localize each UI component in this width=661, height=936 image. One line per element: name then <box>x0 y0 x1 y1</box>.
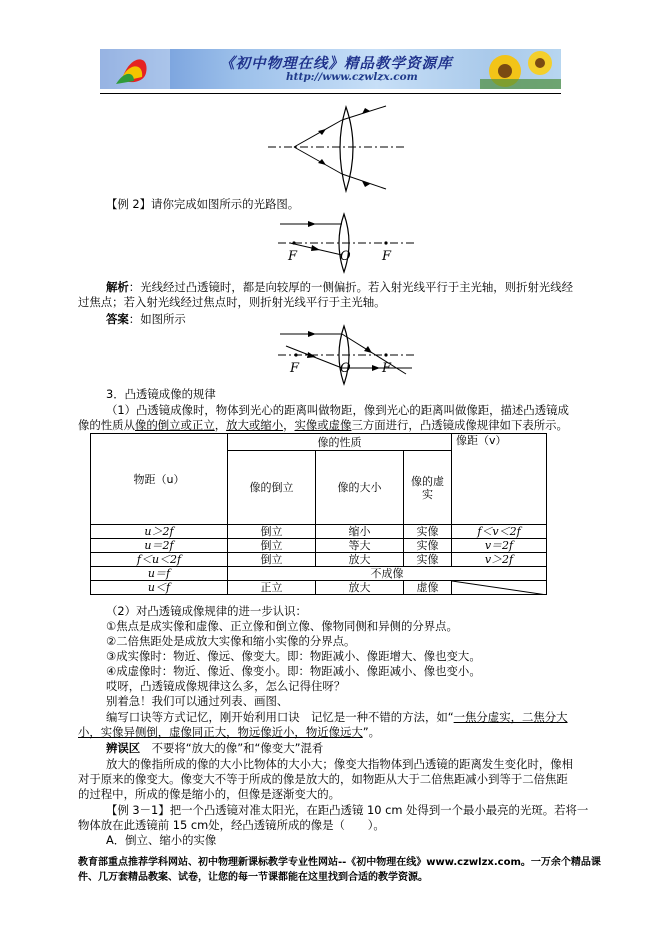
header-image-distance: 像距（v） <box>452 434 547 525</box>
mnemonic-line-1: 编写口诀等方式记忆，刚开始利用口诀 记忆是一种不错的方法，如“一焦分虚实，二焦分大 <box>106 710 568 724</box>
focus-label-left: F <box>288 249 298 264</box>
table-row: u＜f 正立 放大 虚像 <box>91 581 547 595</box>
table-row: f＜u＜2f 倒立 放大 实像 v＞2f <box>91 553 547 567</box>
section3b-item1: ①焦点是成实像和虚像、正立像和倒立像、像物同侧和异侧的分界点。 <box>106 619 458 633</box>
answer-label: 答案 <box>106 312 129 326</box>
sub-orientation: 像的倒立 <box>228 451 316 525</box>
optical-center-label: O <box>340 249 351 264</box>
misconception-label: 辨误区 <box>106 741 141 755</box>
section3-p1-line2: 像的性质从像的倒立或正立，放大或缩小，实像或虚像三方面进行，凸透镜成像规律如下表所示。 <box>78 418 568 432</box>
example2-line <box>106 197 299 212</box>
header-image-nature: 像的性质 <box>228 434 452 451</box>
imaging-rules-table <box>90 433 547 595</box>
section3-title: 3．凸透镜成像的规律 <box>106 387 216 401</box>
section3b-item4: ④成虚像时：物近、像近、像变小。即：物距减小、像距减小、像也变小。 <box>106 664 481 678</box>
example2-text: 请你完成如图所示的光路图。 <box>151 197 300 211</box>
banner-url: http://www.czwlzx.com <box>286 71 418 83</box>
section3-p1-line1: （1）凸透镜成像时，物体到光心的距离叫做物距，像到光心的距离叫做像距，描述凸透镜成 <box>106 403 569 417</box>
answer-line: 答案：如图所示 <box>106 312 186 326</box>
table-row: u＝2f 倒立 等大 实像 v＝2f <box>91 539 547 553</box>
example3-line-1: 【例 3－1】把一个凸透镜对准太阳光，在距凸透镜 10 cm 处得到一个最小最亮的光斑。若将一 <box>106 803 589 817</box>
misconception-line-1: 放大的像指所成的像的大小比物体的大小大；像变大指物体到凸透镜的距离发生变化时，像相 <box>106 757 574 771</box>
header-banner <box>100 49 561 89</box>
section3b-question: 哎呀，凸透镜成像规律这么多，怎么记得住呀？ <box>106 679 346 693</box>
footer-line-2: 件、几万套精品教案、试卷，让您的每一节课都能在这里找到合适的教学资源。 <box>78 872 428 883</box>
example3-label: 【例 3－1】 <box>106 803 170 817</box>
analysis-line-2: 过焦点；若入射光线经过焦点时，则折射光线平行于主光轴。 <box>78 295 386 309</box>
lens-diagram-2 <box>276 212 416 274</box>
analysis-label: 解析 <box>106 280 129 294</box>
banner-title: 《初中物理在线》精品教学资源库 <box>220 55 453 72</box>
blank-diagonal-cell <box>452 581 547 595</box>
lens-diagram-1 <box>260 103 410 203</box>
section3b-item2: ②二倍焦距处是成放大实像和缩小实像的分界点。 <box>106 634 356 648</box>
misconception-line-2: 对于原来的像变大。像变大不等于所成的像是放大的，如物距从大于二倍焦距减小到等于二倍焦距 <box>78 772 568 786</box>
example3-option-a: A．倒立、缩小的实像 <box>106 833 217 847</box>
example3-line-2: 物体放在此透镜前 15 cm处，经凸透镜所成的像是（ ）。 <box>78 818 385 832</box>
misconception-title: 辨误区 不要将“放大的像”和“像变大”混肴 <box>106 741 324 755</box>
focus-label-right: F <box>382 361 392 376</box>
section3b-title: （2）对凸透镜成像规律的进一步认识： <box>106 604 307 618</box>
table-row: u＝f 不成像 <box>91 567 547 581</box>
focus-label-right: F <box>382 249 392 264</box>
sub-size: 像的大小 <box>316 451 404 525</box>
example2-label: 【例 2】 <box>106 197 152 211</box>
footer <box>78 855 601 885</box>
footer-line-1: 教育部重点推荐学科网站、初中物理新课标教学专业性网站--《初中物理在线》www.czwlzx.com。一万余个精品课 <box>78 857 601 868</box>
table-row: u＞2f 倒立 缩小 实像 f＜v＜2f <box>91 525 547 539</box>
optical-center-label: O <box>340 361 351 376</box>
analysis-line-1: 解析：光线经过凸透镜时，都是向较厚的一侧偏折。若入射光线平行于主光轴，则折射光线经 <box>106 280 574 294</box>
section3b-item3: ③成实像时：物近、像远、像变大。即：物距减小、像距增大、像也变大。 <box>106 649 481 663</box>
section3b-answer: 别着急！我们可以通过列表、画图、 <box>106 694 289 708</box>
header-rule <box>100 93 561 94</box>
lens-diagram-3 <box>276 324 416 386</box>
sub-real: 像的虚实 <box>404 451 452 525</box>
focus-label-left: F <box>290 361 300 376</box>
header-object-distance: 物距（u） <box>91 434 228 525</box>
misconception-line-3: 的过程中，所成的像是缩小的，但像是逐渐变大的。 <box>78 787 340 801</box>
mnemonic-line-2: 小，实像异侧倒，虚像同正大，物远像近小，物近像远大”。 <box>78 725 381 739</box>
